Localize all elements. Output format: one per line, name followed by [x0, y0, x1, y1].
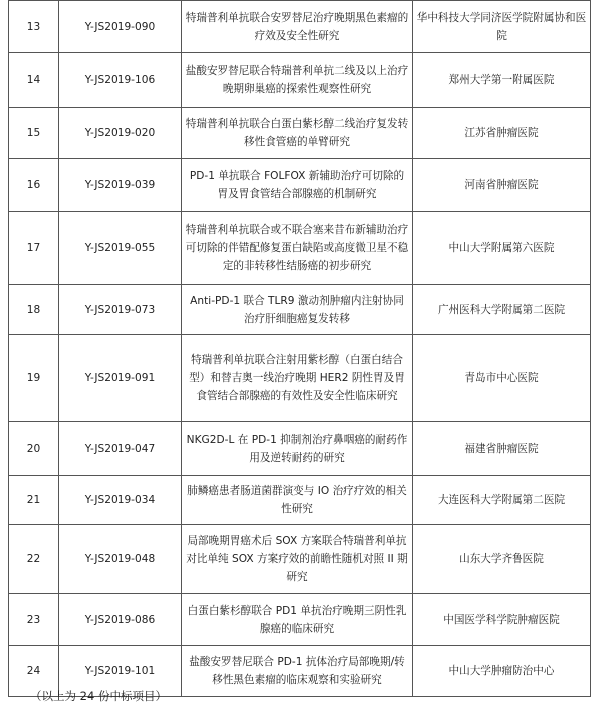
- project-code: Y-JS2019-020: [59, 108, 182, 159]
- project-title: PD-1 单抗联合 FOLFOX 新辅助治疗可切除的胃及胃食管结合部腺癌的机制研究: [182, 159, 413, 212]
- project-title: 盐酸安罗替尼联合 PD-1 抗体治疗局部晚期/转移性黑色素瘤的临床观察和实验研究: [182, 646, 413, 697]
- institution: 青岛市中心医院: [413, 335, 591, 422]
- table-row: [9, 1, 591, 53]
- table-row: [9, 476, 591, 525]
- table-row: [9, 594, 591, 646]
- project-title: 特瑞普利单抗联合或不联合塞来昔布新辅助治疗可切除的伴错配修复蛋白缺陷或高度微卫星不稳定的非转移性结肠癌的初步研究: [182, 212, 413, 285]
- row-number: 23: [9, 594, 59, 646]
- project-code: Y-JS2019-073: [59, 285, 182, 335]
- institution: 福建省肿瘤医院: [413, 422, 591, 476]
- row-number: 20: [9, 422, 59, 476]
- table-row: [9, 285, 591, 335]
- institution: 中山大学肿瘤防治中心: [413, 646, 591, 697]
- row-number: 21: [9, 476, 59, 525]
- institution: 华中科技大学同济医学院附属协和医院: [413, 1, 591, 53]
- institution: 山东大学齐鲁医院: [413, 525, 591, 594]
- project-code: Y-JS2019-048: [59, 525, 182, 594]
- institution: 郑州大学第一附属医院: [413, 53, 591, 108]
- row-number: 17: [9, 212, 59, 285]
- row-number: 24: [9, 646, 59, 697]
- project-code: Y-JS2019-055: [59, 212, 182, 285]
- projects-table-body: [9, 1, 591, 697]
- table-row: [9, 422, 591, 476]
- table-row: [9, 335, 591, 422]
- institution: 大连医科大学附属第二医院: [413, 476, 591, 525]
- table-row: [9, 108, 591, 159]
- table-row: [9, 53, 591, 108]
- project-title: 肺鳞癌患者肠道菌群演变与 IO 治疗疗效的相关性研究: [182, 476, 413, 525]
- project-code: Y-JS2019-039: [59, 159, 182, 212]
- project-code: Y-JS2019-086: [59, 594, 182, 646]
- project-code: Y-JS2019-047: [59, 422, 182, 476]
- institution: 江苏省肿瘤医院: [413, 108, 591, 159]
- project-code: Y-JS2019-090: [59, 1, 182, 53]
- institution: 中山大学附属第六医院: [413, 212, 591, 285]
- project-title: 白蛋白紫杉醇联合 PD1 单抗治疗晚期三阴性乳腺癌的临床研究: [182, 594, 413, 646]
- project-title: 特瑞普利单抗联合安罗替尼治疗晚期黑色素瘤的疗效及安全性研究: [182, 1, 413, 53]
- institution: 中国医学科学院肿瘤医院: [413, 594, 591, 646]
- table-row: [9, 212, 591, 285]
- institution: 河南省肿瘤医院: [413, 159, 591, 212]
- project-code: Y-JS2019-101: [59, 646, 182, 697]
- row-number: 19: [9, 335, 59, 422]
- row-number: 14: [9, 53, 59, 108]
- project-code: Y-JS2019-091: [59, 335, 182, 422]
- project-title: NKG2D-L 在 PD-1 抑制剂治疗鼻咽癌的耐药作用及逆转耐药的研究: [182, 422, 413, 476]
- projects-table: [8, 0, 591, 697]
- row-number: 15: [9, 108, 59, 159]
- row-number: 16: [9, 159, 59, 212]
- project-code: Y-JS2019-106: [59, 53, 182, 108]
- project-title: 特瑞普利单抗联合白蛋白紫杉醇二线治疗复发转移性食管癌的单臂研究: [182, 108, 413, 159]
- footer-note: （以上为 24 份中标项目）: [30, 689, 167, 703]
- project-title: 特瑞普利单抗联合注射用紫杉醇（白蛋白结合型）和替吉奥一线治疗晚期 HER2 阴性胃及胃食管结合部腺癌的有效性及安全性临床研究: [182, 335, 413, 422]
- institution: 广州医科大学附属第二医院: [413, 285, 591, 335]
- project-title: 盐酸安罗替尼联合特瑞普利单抗二线及以上治疗晚期卵巢癌的探索性观察性研究: [182, 53, 413, 108]
- project-title: Anti-PD-1 联合 TLR9 激动剂肿瘤内注射协同治疗肝细胞癌复发转移: [182, 285, 413, 335]
- row-number: 22: [9, 525, 59, 594]
- project-code: Y-JS2019-034: [59, 476, 182, 525]
- table-row: [9, 159, 591, 212]
- row-number: 13: [9, 1, 59, 53]
- table-row: [9, 525, 591, 594]
- row-number: 18: [9, 285, 59, 335]
- project-title: 局部晚期胃癌术后 SOX 方案联合特瑞普利单抗对比单纯 SOX 方案疗效的前瞻性随机对照 II 期研究: [182, 525, 413, 594]
